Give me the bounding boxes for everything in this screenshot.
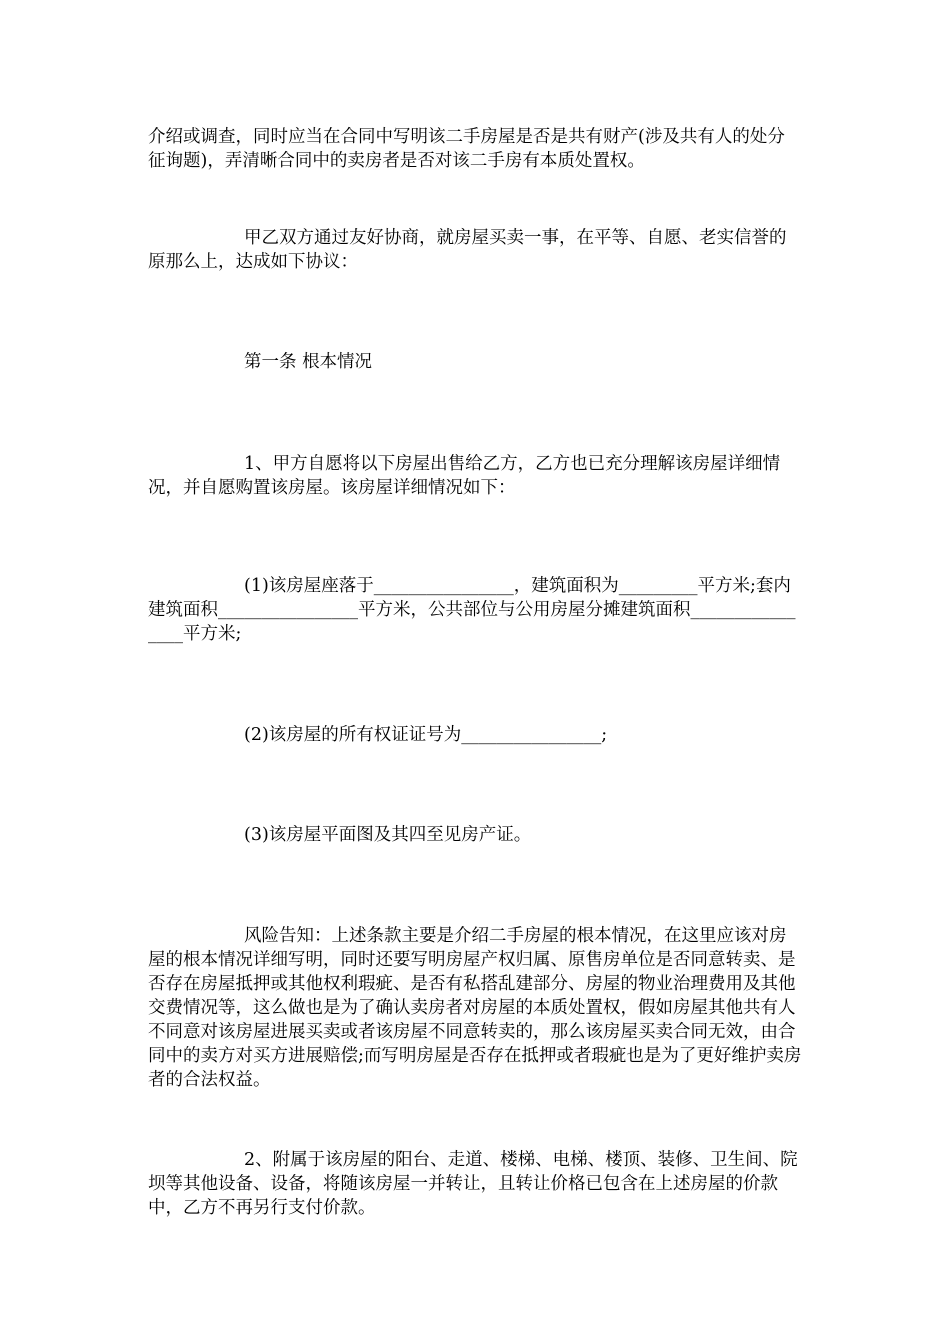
paragraph-intro-continuation: 介绍或调查，同时应当在合同中写明该二手房屋是否是共有财产(涉及共有人的处分征询题)，弄清晰合同中的卖房者是否对该二手房有本质处置权。 (148, 127, 785, 171)
paragraph-item-1-location-area: (1)该房屋座落于________________，建筑面积为_________平方米;套内建筑面积________________平方米，公共部位与公用房屋分摊建筑面积________________平方米; (148, 576, 796, 644)
paragraph-item-3-floorplan: (3)该房屋平面图及其四至见房产证。 (244, 825, 532, 845)
section-heading-article-1: 第一条 根本情况 (244, 352, 373, 372)
paragraph-clause-2: 2、附属于该房屋的阳台、走道、楼梯、电梯、楼顶、装修、卫生间、院坝等其他设备、设备，将随该房屋一并转让，且转让价格已包含在上述房屋的价款中，乙方不再另行支付价款。 (148, 1150, 798, 1218)
paragraph-item-2-certificate: (2)该房屋的所有权证证号为________________; (244, 725, 608, 745)
paragraph-risk-notice: 风险告知：上述条款主要是介绍二手房屋的根本情况，在这里应该对房屋的根本情况详细写明，同时还要写明房屋产权归属、原售房单位是否同意转卖、是否存在房屋抵押或其他权利瑕疵、是否有私搭乱建部分、房屋的物业治理费用及其他交费情况等，这么做也是为了确认卖房者对房屋的本质处置权，假如房屋其他共有人不同意对该房屋进展买卖或者该房屋不同意转卖的，那么该房屋买卖合同无效，由合同中的卖方对买方进展赔偿;而写明房屋是否存在抵押或者瑕疵也是为了更好维护卖房者的合法权益。 (148, 926, 802, 1090)
paragraph-agreement-preamble: 甲乙双方通过友好协商，就房屋买卖一事，在平等、自愿、老实信誉的原那么上，达成如下协议： (148, 228, 787, 272)
paragraph-clause-1: 1、甲方自愿将以下房屋出售给乙方，乙方也已充分理解该房屋详细情况，并自愿购置该房屋。该房屋详细情况如下： (148, 454, 781, 498)
